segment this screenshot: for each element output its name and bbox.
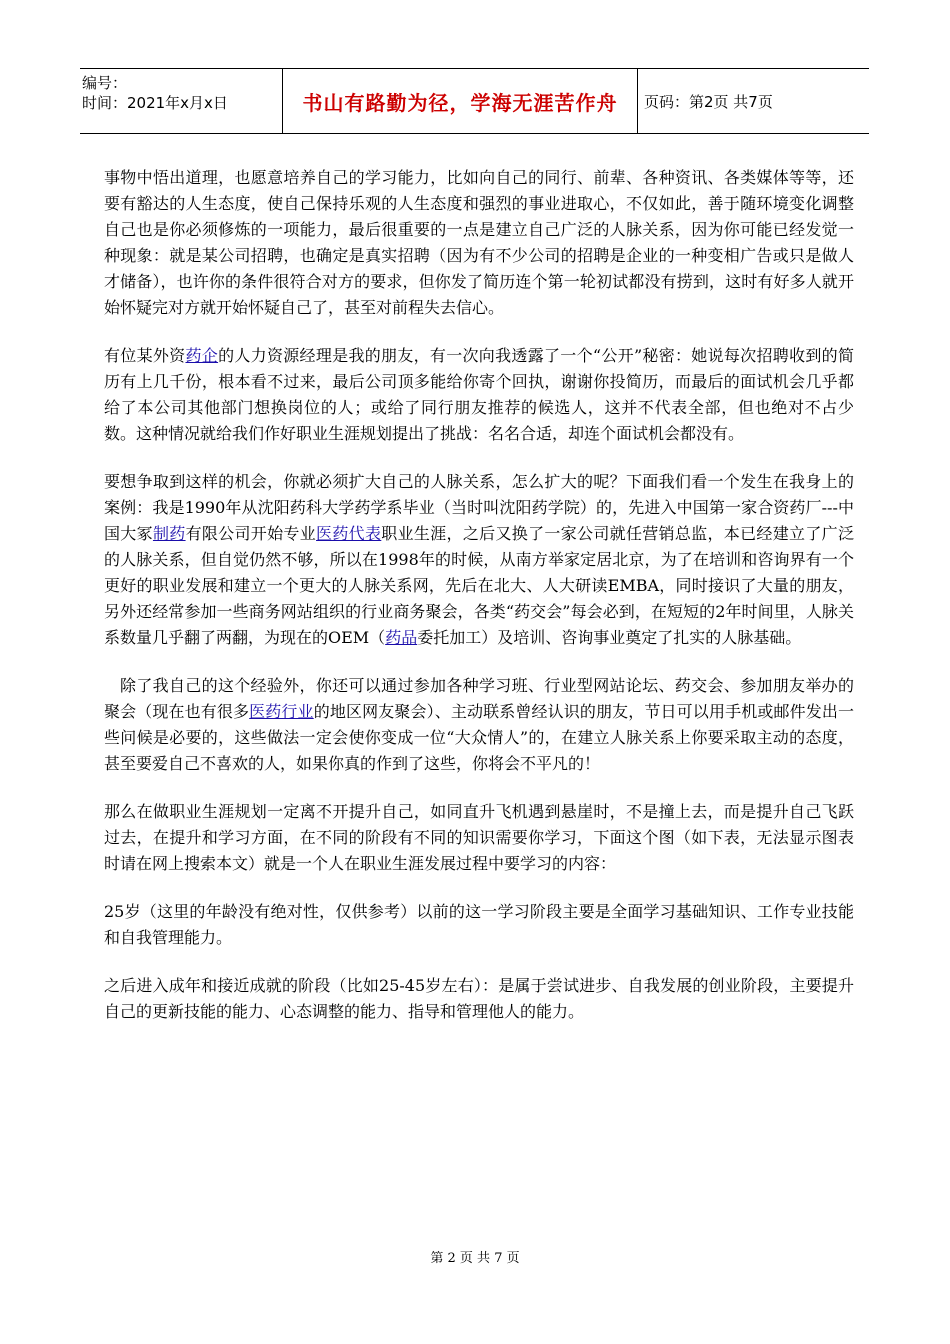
inline-link[interactable]: 医药行业 [249, 702, 314, 721]
paragraph-text: 有位某外资 [104, 346, 186, 365]
header-page-number: 页码：第2页 共7页 [644, 92, 773, 111]
document-date-label: 时间：2021年x月x日 [82, 94, 228, 112]
body-paragraph [104, 899, 854, 951]
paragraph-text: 之后进入成年和接近成就的阶段（比如25-45岁左右）：是属于尝试进步、自我发展的创业阶段，主要提升自己的更新技能的能力、心态调整的能力、指导和管理他人的能力。 [104, 976, 854, 1021]
inline-link[interactable]: 药品 [385, 628, 418, 647]
header-meta [80, 69, 283, 133]
paragraph-text: 的地区网友聚会）、主动联系曾经认识的朋友，节日可以用手机或邮件发出一些问候是必要的，这些做法一定会使你变成一位“大众情人”的，在建立人脉关系上你要采取主动的态度，甚至要爱自己不喜欢的人，如果你真的作到了这些，你将会不平凡的！ [104, 702, 854, 773]
paragraph-text: 有限公司开始专业 [185, 524, 317, 543]
paragraph-text: 要想争取到这样的机会，你就必须扩大自己的人脉关系，怎么扩大的呢？下面我们看一个发生在我身上的案例：我是1990年从沈阳药科大学药学系毕业（当时叫沈阳药学院）的，先进入中国第一家合资药厂---中国大冢 [104, 472, 854, 543]
inline-link[interactable]: 医药代表 [316, 524, 382, 543]
paragraph-text: 的人力资源经理是我的朋友，有一次向我透露了一个“公开”秘密：她说每次招聘收到的简历有上几千份，根本看不过来，最后公司顶多能给你寄个回执，谢谢你投简历，而最后的面试机会几乎都给了本公司其他部门想换岗位的人；或给了同行朋友推荐的候选人，这并不代表全部，但也绝对不占少数。这种情况就给我们作好职业生涯规划提出了挑战：名名合适，却连个面试机会都没有。 [104, 346, 854, 443]
inline-link[interactable]: 制药 [152, 524, 186, 543]
paragraph-text: 那么在做职业生涯规划一定离不开提升自己，如同直升飞机遇到悬崖时，不是撞上去，而是提升自己飞跃过去，在提升和学习方面，在不同的阶段有不同的知识需要你学习，下面这个图（如下表，无法显示图表时请在网上搜索本文）就是一个人在职业生涯发展过程中要学习的内容： [104, 802, 854, 873]
document-number-label: 编号： [82, 74, 128, 92]
body-paragraph [104, 165, 854, 321]
body-paragraph [104, 469, 854, 651]
body-paragraph [104, 973, 854, 1025]
page-footer: 第 2 页 共 7 页 [430, 1251, 520, 1266]
paragraph-text: 委托加工）及培训、咨询事业奠定了扎实的人脉基础。 [417, 628, 802, 647]
paragraph-text: 职业生涯，之后又换了一家公司就任营销总监，本已经建立了广泛的人脉关系，但自觉仍然不够，所以在1998年的时候，从南方举家定居北京，为了在培训和咨询界有一个更好的职业发展和建立一个更大的人脉关系网，先后在北大、人大研读EMBA，同时接识了大量的朋友，另外还经常参加一些商务网站组织的行业商务聚会，各类“药交会”每会必到，在短短的2年时间里，人脉关系数量几乎翻了两翻，为现在的OEM（ [104, 524, 854, 647]
inline-link[interactable]: 药企 [185, 346, 219, 365]
body-paragraph [104, 343, 854, 447]
body-paragraph [104, 673, 854, 777]
paragraph-text: 除了我自己的这个经验外，你还可以通过参加各种学习班、行业型网站论坛、药交会、参加朋友举办的聚会（现在也有很多 [104, 676, 854, 721]
header-motto: 书山有路勤为径，学海无涯苦作舟 [283, 69, 638, 133]
document-body [104, 165, 854, 1047]
paragraph-text: 25岁（这里的年龄没有绝对性，仅供参考）以前的这一学习阶段主要是全面学习基础知识、工作专业技能和自我管理能力。 [104, 902, 854, 947]
body-paragraph [104, 799, 854, 877]
paragraph-text: 事物中悟出道理，也愿意培养自己的学习能力，比如向自己的同行、前辈、各种资讯、各类媒体等等，还要有豁达的人生态度，使自己保持乐观的人生态度和强烈的事业进取心，不仅如此，善于随环境变化调整自己也是你必须修炼的一项能力，最后很重要的一点是建立自己广泛的人脉关系，因为你可能已经发觉一种现象：就是某公司招聘，也确定是真实招聘（因为有不少公司的招聘是企业的一种变相广告或只是做人才储备），也许你的条件很符合对方的要求，但你发了简历连个第一轮初试都没有捞到，这时有好多人就开始怀疑完对方就开始怀疑自己了，甚至对前程失去信心。 [104, 168, 854, 317]
page-header [80, 68, 869, 134]
